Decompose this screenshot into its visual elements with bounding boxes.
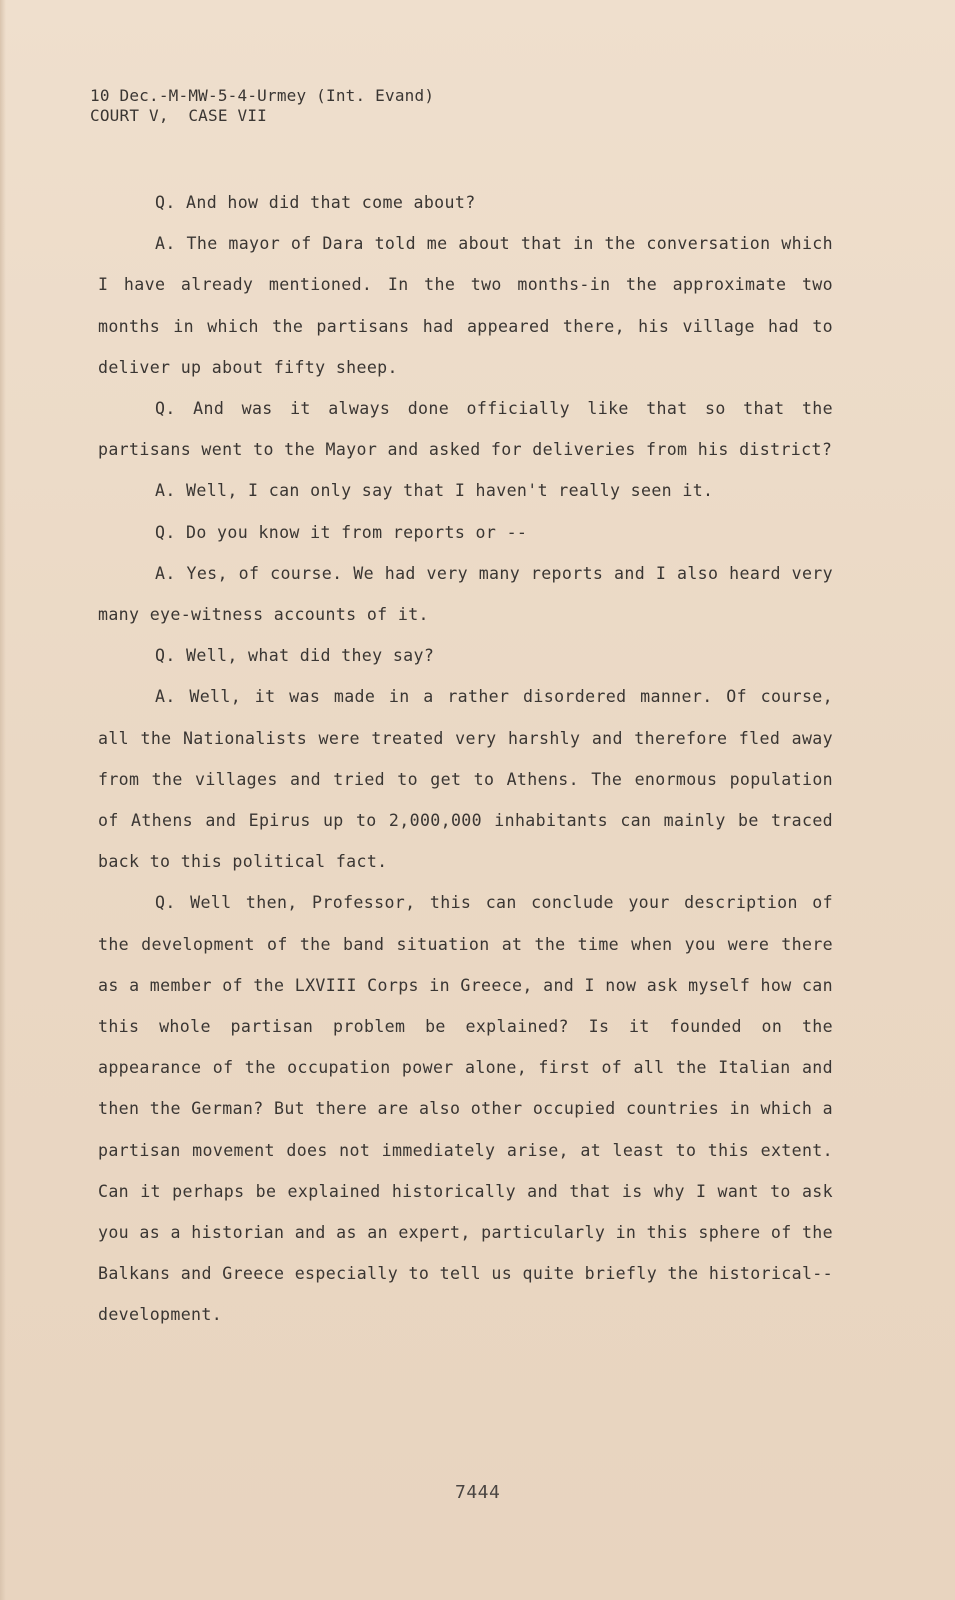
transcript-paragraph: Q. And was it always done officially like that so that the partisans went to the Mayor and asked for deliveries from his district? [98, 399, 833, 460]
transcript-paragraph: A. Yes, of course. We had very many reports and I also heard very many eye-witness accounts of it. [98, 563, 833, 625]
transcript-paragraph: Q. Do you know it from reports or -- [155, 522, 528, 542]
transcript-paragraph: A. Well, I can only say that I haven't really seen it. [155, 481, 714, 501]
page-edge [0, 0, 6, 1600]
header-line-date-session: 10 Dec.-M-MW-5-4-Urmey (Int. Evand) [90, 86, 435, 105]
transcript-body [98, 182, 833, 1336]
document-header [90, 86, 434, 126]
page-number: 7444 [455, 1482, 501, 1503]
transcript-paragraph: A. Well, it was made in a rather disordered manner. Of course, all the Nationalists were treated very harshly and therefore fled away from the villages and tried to get to Athens. The enormous population of Athens and Epirus up to 2,000,000 inhabitants can mainly be traced back to this political fact. [98, 687, 833, 872]
transcript-paragraph: A. The mayor of Dara told me about that in the conversation which I have already mentioned. In the two months-in the approximate two months in which the partisans had appeared there, his village had to deliver up about fifty sheep. [98, 234, 833, 377]
transcript-paragraph: Q. Well then, Professor, this can conclude your description of the development of the band situation at the time when you were there as a member of the LXVIII Corps in Greece, and I now ask myself how can this whole partisan problem be explained? Is it founded on the appearance of the occupation power alone, first of all the Italian and then the German? But there are also other occupied countries in which a partisan movement does not immediately arise, at least to this extent. Can it perhaps be explained historically and that is why I want to ask you as a historian and as an expert, particularly in this sphere of the Balkans and Greece especially to tell us quite briefly the historical--development. [98, 893, 833, 1325]
header-line-court-case: COURT V, CASE VII [90, 106, 267, 125]
transcript-paragraph: Q. And how did that come about? [155, 193, 476, 212]
transcript-paragraph: Q. Well, what did they say? [155, 646, 435, 666]
